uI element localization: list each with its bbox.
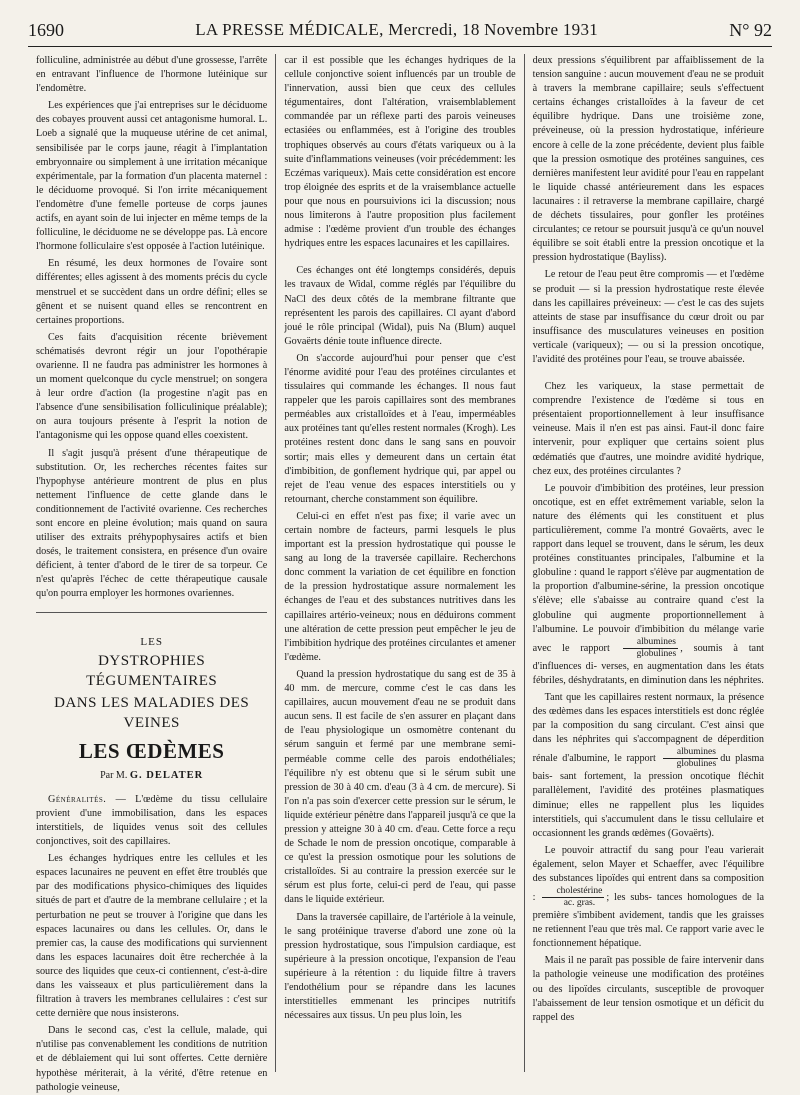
issue-number: N° 92 <box>729 19 772 40</box>
paragraph: Les expériences que j'ai entreprises sur le déciduome des cobayes prouvent aussi cet antagonisme humoral. L. Loeb a signalé que la muqueuse utérine de cet animal, sensibilisée par le corps jaune, réagit à l'implantation embryonnaire ou simplement à une irritation mécanique expérimentale, par la formation d'un placenta maternel : le déciduome provoqué. Si l'on irrite mécaniquement l'endomètre d'une femelle porteuse de corps jaunes actifs, en ayant soin de lui injecter en même temps de la folliculine, le déciduome ne se développe pas. Là encore l'hormone folliculaire s'est opposée à l'action lutéinique. <box>36 100 268 253</box>
column-3 <box>524 54 772 1072</box>
byline-prefix: Par M. <box>100 769 128 781</box>
paragraph: Dans le second cas, c'est la cellule, malade, qui n'utilise pas convenablement les conditions de nutrition et de déblaiement qui lui sont offertes. Cette dernière hypothèse mériterait, à la vérité, d'être retenue en pathologie veineuse, <box>36 1025 268 1093</box>
paragraph: Tant que les capillaires restent normaux, la présence des œdèmes dans les espaces interstitiels est donc réglée par la composition du sang circulant. C'est ainsi que dans les néphrites qui s'accompagnent de déperdition rénale d'albumine, le rapport $\frac{\text{albumines}}{\text{globulines}}$ du plasma bais- sant fortement, la pression oncotique fléchit parallèlement, l'avidité des protéines plasmatiques diminue; elles ne rappellent plus les liquides interstitiels, qui s'accumulent dans le tissu cellulaire et occasionnent les grands œdèmes (Govaërts). <box>532 691 764 839</box>
paragraph: Le retour de l'eau peut être compromis — et l'œdème se produit — si la pression hydrostatique reste élevée dans les capillaires préveineux: — c'est le cas des sujets atteints de stase par insuffisance du cœur droit ou par insuffisance des musculatures veineuses en position verticale (variqueux); — ou si la pression oncotique, l'avidité des protéines pour l'eau, se trouve abaissée. <box>532 269 764 365</box>
paragraph: En résumé, les deux hormones de l'ovaire sont différentes; elles agissent à des moments précis du cycle menstruel et se succèdent dans un ordre défini; elles se gênent et se nuisent quand elles se rencontrent en certaines proportions. <box>36 258 268 326</box>
page-header <box>28 14 772 47</box>
section-label: Généralités. <box>48 793 107 805</box>
paragraph: Celui-ci en effet n'est pas fixe; il varie avec un certain nombre de facteurs, parmi lesquels le plus important est la pression hydrostatique qui pousse le sang au long de la traversée capillaire. Recherchons donc comment la variation de cet équilibre en fonction de la pression hydrostatique assure normalement les échanges de l'eau et des substances nutritives dans les capillaires artério-veineux; nous en déduirons comment une altération de cette pression peut empêcher le jeu de l'imbibition hydrique des protéines circulantes et amener l'œdème. <box>284 510 516 663</box>
paragraph: Les échanges hydriques entre les cellules et les espaces lacunaires ne peuvent en effet être troublés que par des modifications physico-chimiques des liquides situés de part et d'autre de la membrane cellulaire ; et la perturbation ne peut se trouver à l'origine que dans les espaces lacunaires ou dans les cellules. Or, dans le premier cas, la cause des modifications qui surviennent dans les espaces lacunaires doit être recherchée à la source des liquides que ceux-ci contiennent, c'est-à-dire dans les vaisseaux et plus particulièrement dans la filtration à travers les membranes cellulaires : c'est sur cette dernière que nous insisterons. <box>36 853 268 1020</box>
paragraph: Chez les variqueux, la stase permettait de comprendre l'existence de l'œdème si tous en présentaient proportionnellement à leur insuffisance veineuse. Mais il n'en est pas ainsi. Faut-il donc faire intervenir, pour expliquer que certains soient plus œdématiés que d'autres, une moindre avidité hydrique, chez eux, des protéines circulantes ? <box>532 381 764 477</box>
column-1 <box>28 54 275 1093</box>
paragraph: Le pouvoir d'imbibition des protéines, leur pression oncotique, est en effet extrêmement variable, selon la nature des éléments qui les constituent et plus particulièrement, comme l'a montré Govaërts, avec le rapport dans lequel se trouvent, dans le sérum, les deux protéines constituantes principales, l'albumine et la globuline : quand le rapport s'élève par augmentation de la proportion d'albumine-sérine, la pression oncotique s'élève; elle s'abaisse au contraire quand c'est la globuline qui augmente proportionnellement à l'albumine. Le pouvoir d'imbibition du mélange varie avec le rapport $\frac{\text{albumines}}{\text{globulines}}$ , soumis à tant d'influences di- verses, en augmentation dans les états fébriles, déshydratants, en diminution dans les néphrites. <box>532 482 764 686</box>
paragraph: Il s'agit jusqu'à présent d'une thérapeutique de substitution. Or, les recherches récentes faites sur l'hypophyse antérieure montrent de plus en plus nettement l'influence de cette glande dans le conditionnement de l'activité ovarienne. Ces recherches sont encore en pleine évolution; mais quand on saura utiliser des extraits préhypophysaires actifs et bien dosés, le traitement consistera, en présence d'un ovaire déficient, à tenter d'abord de le tirer de sa torpeur. Ce n'est qu'après l'échec de cette thérapeutique causale qu'on pourra employer les hormones ovariennes. <box>36 447 268 600</box>
paragraph: Ces faits d'acquisition récente brièvement schématisés devront régir un jour l'opothérapie ovarienne. Il ne faudra pas administrer les hormones à un moment quelconque du cycle menstruel; on songera à leur ordre d'action (la progestine n'agit pas en l'absence d'une sensibilisation folliculinique préalable); on aura toujours présente à l'esprit la notion de l'antagonisme qui les oppose quand elles coexistent. <box>36 331 268 442</box>
author-name: G. DELATER <box>129 769 204 781</box>
fraction-cholesterine-ac-gras: $\frac{\text{cholestérine}}{\text{ac. gras.}}$ <box>542 886 604 909</box>
article-kicker: LES <box>140 635 163 648</box>
paragraph: Le pouvoir attractif du sang pour l'eau varierait également, selon Mayer et Schaeffer, avec l'équilibre des substances lipoïdes qui entrent dans sa composition : $\frac{\text{cholestérine}}{\text{ac. gras.}}$ ; les subs- tances homologues de la première s'imbibent avidement, tandis que les graisses ne retiennent l'eau que très mal. Ce rapport varie avec le fonctionnement hépatique. <box>532 844 765 950</box>
article-columns <box>28 54 772 1093</box>
page-number: 1690 <box>28 19 64 40</box>
paragraph: On s'accorde aujourd'hui pour penser que c'est l'énorme avidité pour l'eau des protéines circulantes et tissulaires qui commande les échanges. Il nous faut rappeler que les parois capillaires sont des membranes perméables aux cristalloïdes et à l'eau, imperméables aux protéines tant qu'elles restent normales (Krogh). Les protéines restent donc dans le sang sans en pouvoir sortir; mais elles y demeurent dans un certain état d'imbibition, de gonflement hydrique qui, par appel ou rejet de l'eau venue des espaces interstitiels ou y retournant, cherche constamment son équilibre. <box>284 352 516 505</box>
paragraph: Mais il ne paraît pas possible de faire intervenir dans la pathologie veineuse une modification des protéines ou des lipoïdes circulants, susceptible de provoquer l'abaissement de leur tension osmotique et un déficit du rappel des <box>532 955 764 1023</box>
article-main-title: LES ŒDÈMES <box>78 738 225 763</box>
fraction-albumines-globulines: $\frac{\text{albumines}}{\text{globulines}}$ <box>623 637 679 660</box>
paragraph: deux pressions s'équilibrent par affaiblissement de la tension sanguine : aucun mouvement d'eau ne se produit à travers la membrane capillaire; seuls s'effectuent certains échanges cristalloïdes à la faveur de cet équilibre hydrique. Dans une troisième zone, préveineuse, où la pression hydrostatique, inférieure encore à celle de la zone précédente, devient plus faible que la pression osmotique des protéines sanguines, ces dernières manifestent leur avidité pour l'eau en rappelant le liquide chassé antérieurement dans les espaces lacunaires : il retraverse la membrane capillaire, chargé de déchets tissulaires, pour gonfler les protéines circulantes; ce retour se poursuit jusqu'à ce qu'un nouvel équilibre se soit établi entre la pression oncotique et la pression hydrostatique (Bayliss). <box>532 55 764 264</box>
paragraph: folliculine, administrée au début d'une grossesse, l'arrête en entravant l'influence de l'hormone lutéinique sur l'endomètre. <box>36 55 268 95</box>
journal-title: LA PRESSE MÉDICALE, Mercredi, 18 Novembre 1931 <box>195 20 599 39</box>
paragraph: Ces échanges ont été longtemps considérés, depuis les travaux de Widal, comme réglés par l'équilibre du NaCl des deux côtés de la membrane filtrante que représentent les parois des capillaires. Cl ayant d'abord joué le rôle principal (Widal), puis Na (Blum) auquel Govaërts dénie toute influence directe. <box>284 265 516 347</box>
article-title-line-2: DANS LES MALADIES DES VEINES <box>54 694 250 731</box>
paragraph: car il est possible que les échanges hydriques de la cellule conjonctive soient influencés par un trouble de l'innervation, aussi bien que ceux des cellules tégumentaires, dont l'altération, vraisemblablement commandée par un réflexe parti des parois veineuses ectasiées ou enflammées, est à l'origine des troubles trophiques observés au cours d'états variqueux ou à la suite d'inflammations veineuses (voir précédemment: les Eczémas variqueux). Mais cette considération est encore trop éloignée des esprits et de la vraisemblance actuelle pour que nous en poursuivions ici la discussion; nous nous limiterons à l'autre proposition plus facilement admise : l'œdème provient d'un trouble des échanges hydriques entre les espaces lacunaires et les capillaires. <box>284 55 516 250</box>
section-divider <box>36 612 267 613</box>
paragraph: Généralités. — L'œdème du tissu cellulaire provient d'une immobilisation, dans les espaces interstitiels, de liquides venus soit des cellules conjonctives, soit des capillaires. <box>36 793 268 848</box>
byline <box>36 769 267 783</box>
fraction-albumines-globulines: $\frac{\text{albumines}}{\text{globulines}}$ <box>663 747 719 770</box>
paragraph: Dans la traversée capillaire, de l'artériole à la veinule, le sang protéinique traverse d'abord une zone où la pression hydrostatique, sous l'impulsion cardiaque, est supérieure à la pression oncotique, l'expansion de l'eau supérieure à la rétention : du liquide filtre à travers l'endothélium pour se répandre dans les lacunes interstitielles emmenant les principes nutritifs nécessaires aux tissus. Un peu plus loin, les <box>284 911 516 1022</box>
column-2 <box>275 54 523 1072</box>
paragraph: Quand la pression hydrostatique du sang est de 35 à 40 mm. de mercure, comme c'est le cas dans les capillaires, aucun mouvement d'eau ne se produit dans aucun sens. Il est facile de s'en assurer en plaçant dans de l'eau physiologique un osmomètre contenant du sérum sanguin et fermé par une membrane semi-perméable comme celle des parois endothéliales; l'équilibre n'y est obtenu que si le sérum subit une pression de 30 à 40 cm. d'eau (3 à 4 cm. de mercure). Si l'on n'a pas soin d'exercer cette pression sur le sérum, le liquide extérieur pénètre dans l'appareil jusqu'à ce que la pression y atteigne 30 à 40 cm. d'eau. Cette force a reçu de Schade le nom de pression oncotique, comparable à ce qu'est la pression osmotique pour les solutions de cristalloïdes. Si au contraire la pression exercée sur le sérum est plus forte, celui-ci perd de l'eau, qui passe dans le liquide extérieur. <box>284 668 516 906</box>
article-title-line-1: DYSTROPHIES TÉGUMENTAIRES <box>86 652 218 689</box>
